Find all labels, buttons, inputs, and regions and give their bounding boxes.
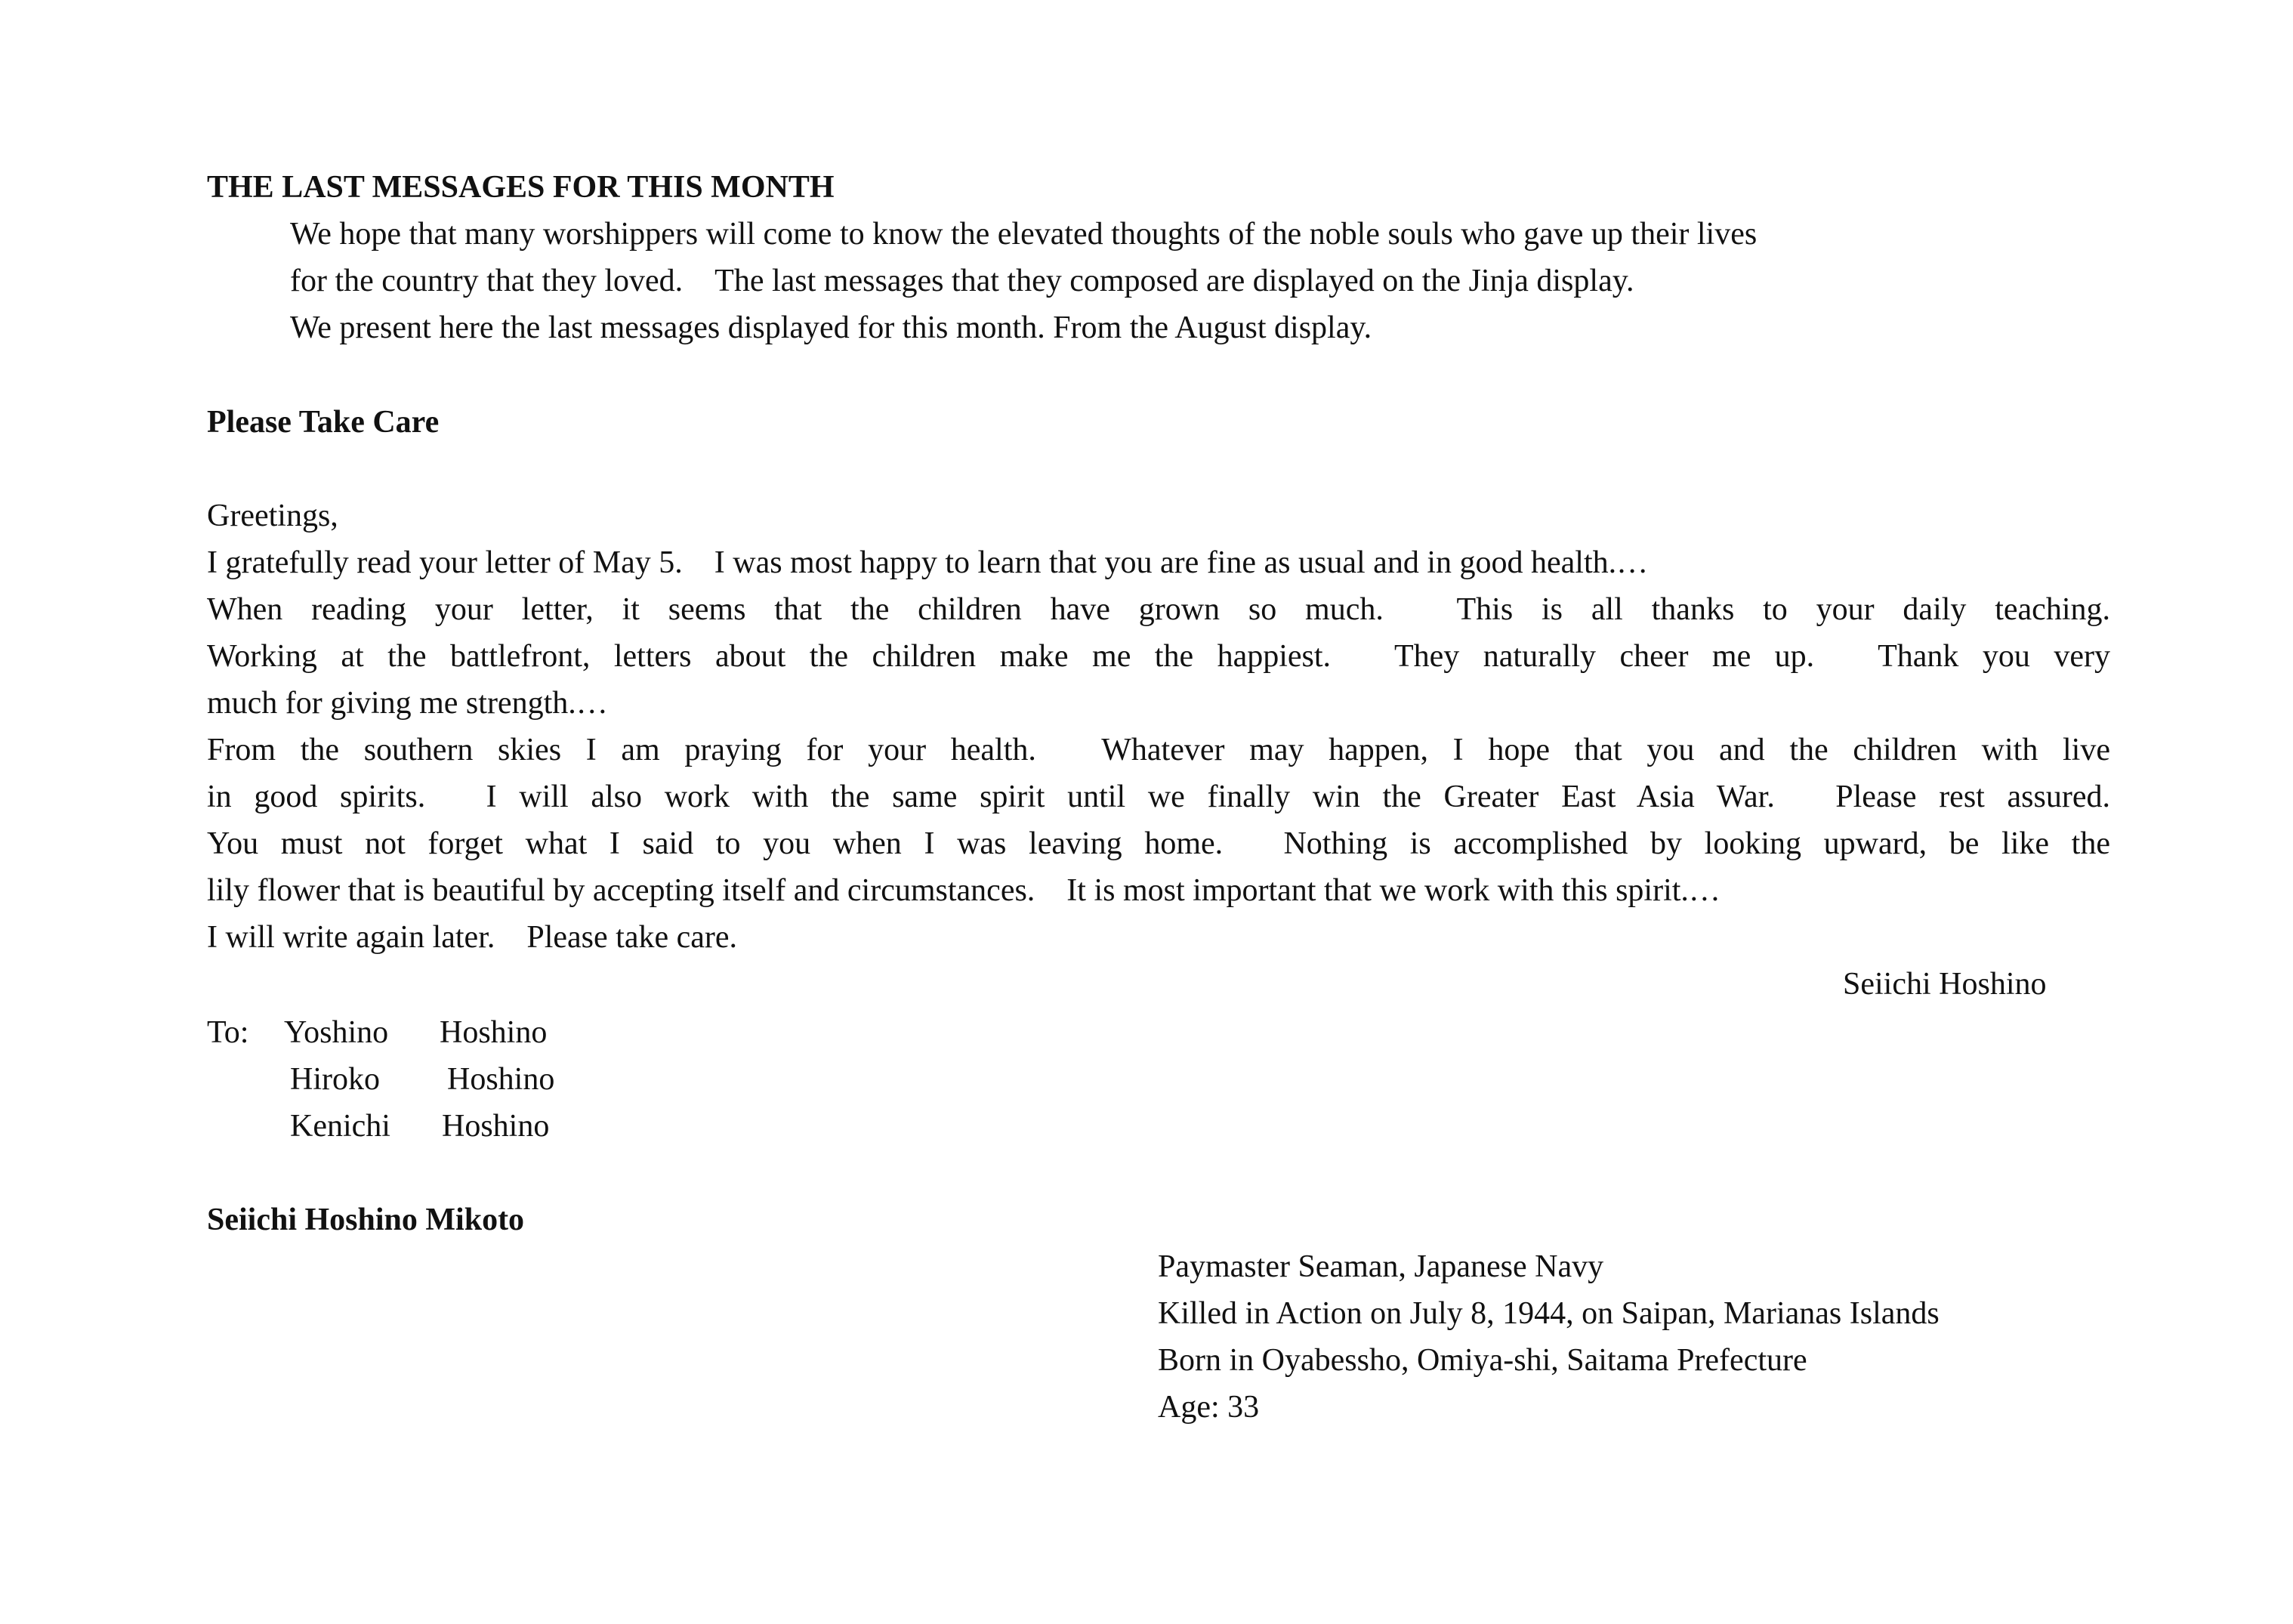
letter-line: Working at the battlefront, letters about the children make me the happiest. They naturally cheer me up. Thank you very bbox=[207, 639, 2110, 674]
recipient-last-name: Hoshino bbox=[447, 1062, 555, 1097]
letter-line: in good spirits. I will also work with the same spirit until we finally win the Greater East Asia War. Please rest assured. bbox=[207, 780, 2110, 814]
intro-line: for the country that they loved. The last messages that they composed are displayed on the Jinja display. bbox=[290, 264, 1634, 298]
recipient-first-name: Yoshino bbox=[284, 1015, 389, 1050]
recipient-first-name: Kenichi bbox=[290, 1109, 390, 1144]
author-details bbox=[1158, 1243, 1940, 1431]
letter-body bbox=[207, 492, 2110, 961]
author-name: Seiichi Hoshino Mikoto bbox=[207, 1203, 525, 1237]
letter-line: From the southern skies I am praying for your health. Whatever may happen, I hope that you and the children with live bbox=[207, 733, 2110, 767]
author-detail-line: Killed in Action on July 8, 1944, on Saipan, Marianas Islands bbox=[1158, 1296, 1940, 1331]
recipient-first-name: Hiroko bbox=[290, 1062, 380, 1097]
letter-line: much for giving me strength.… bbox=[207, 686, 608, 721]
page-heading: THE LAST MESSAGES FOR THIS MONTH bbox=[207, 170, 835, 205]
intro-section bbox=[207, 164, 2110, 351]
letter-signature: Seiichi Hoshino bbox=[1843, 967, 2047, 1002]
recipient-last-name: Hoshino bbox=[440, 1015, 548, 1050]
recipients-label: To: bbox=[207, 1015, 249, 1050]
letter-line: I gratefully read your letter of May 5. I was most happy to learn that you are fine as usual and in good health.… bbox=[207, 545, 1649, 580]
author-detail-line: Paymaster Seaman, Japanese Navy bbox=[1158, 1249, 1604, 1284]
letter-line: When reading your letter, it seems that the children have grown so much. This is all thanks to your daily teaching. bbox=[207, 592, 2110, 627]
intro-line: We hope that many worshippers will come to know the elevated thoughts of the noble souls who gave up their lives bbox=[290, 217, 1758, 252]
letter-greeting: Greetings, bbox=[207, 499, 338, 533]
author-detail-line: Born in Oyabessho, Omiya-shi, Saitama Prefecture bbox=[1158, 1343, 1807, 1378]
recipient-last-name: Hoshino bbox=[442, 1109, 550, 1144]
letter-line: lily flower that is beautiful by accepting itself and circumstances. It is most important that we work with this spirit.… bbox=[207, 873, 1721, 908]
letter-line: I will write again later. Please take care. bbox=[207, 920, 738, 955]
letter-title: Please Take Care bbox=[207, 405, 440, 440]
intro-line: We present here the last messages displayed for this month. From the August display. bbox=[290, 310, 1372, 345]
author-detail-line: Age: 33 bbox=[1158, 1390, 1260, 1425]
letter-line: You must not forget what I said to you when I was leaving home. Nothing is accomplished by looking upward, be like the bbox=[207, 826, 2110, 861]
